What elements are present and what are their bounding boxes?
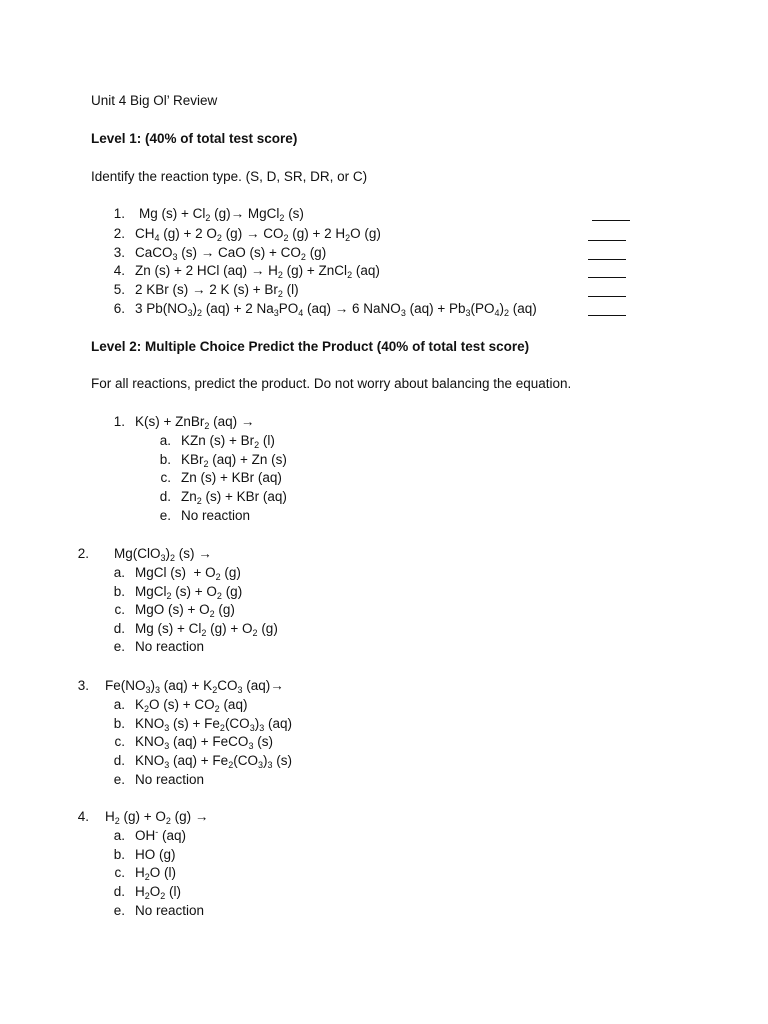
option-letter: a. (113, 565, 125, 580)
reaction-equation: Mg $(s) + Cl_2$ (g)→ MgCl$_2$ (s) (139, 206, 304, 223)
answer-blank (588, 301, 626, 316)
question-reaction: $H_2$ $(g) + O_2$ (g) → (105, 809, 209, 826)
option-text: MgO $(s) + O_2$ (g) (135, 602, 235, 619)
question-number: 3. (77, 678, 89, 693)
answer-blank (588, 226, 626, 241)
reaction-equation: $CH_4$ (g) + 2 $O_2$ $(g) \to CO_2$ (g) + 2 $H_2O$ (g) (135, 226, 381, 243)
option-letter: c. (114, 865, 125, 880)
question-reaction: $Fe(NO_3)_3$ $(aq) + K_2CO_3$ (aq)→ (105, 678, 284, 695)
option-text: Mg $(s) + Cl_2$ $(g) + O_2$ (g) (135, 621, 278, 638)
option-letter: a. (113, 828, 125, 843)
answer-blank (588, 245, 626, 260)
option-letter: e. (113, 639, 125, 654)
option-text: $K_2O$ $(s) + CO_2$ (aq) (135, 697, 248, 714)
reaction-equation: Zn (s) + 2 HCl $(aq) \to H_2$ (g) + ZnCl$_2$ (aq) (135, 263, 380, 280)
option-letter: e. (113, 903, 125, 918)
option-letter: e. (113, 772, 125, 787)
question-reaction: $Mg(ClO_3)_2$ (s) → (114, 546, 212, 563)
option-letter: d. (159, 489, 171, 504)
reaction-equation: 3 $Pb(NO_3)_2$ (aq) + 2 $Na_3PO_4$ (aq) → 6 NaNO$_3$ $(aq) + Pb_3(PO_4)_2$ (aq) (135, 301, 537, 318)
option-text: $KNO_3$ $(aq) + Fe_2(CO_3)_3$ (s) (135, 753, 292, 770)
reaction-equation: CaCO$_3$ (s) → CaO $(s) + CO_2$ (g) (135, 245, 327, 262)
option-letter: c. (114, 734, 125, 749)
question-number: 1. (113, 414, 125, 429)
option-text: No reaction (135, 772, 205, 787)
option-text: MgCl $(s) + O_2$ (g) (135, 565, 241, 582)
question-number: 4. (77, 809, 89, 824)
option-letter: c. (160, 470, 171, 485)
question-number: 2. (77, 546, 89, 561)
option-text: No reaction (135, 903, 205, 918)
document-title: Unit 4 Big Ol’ Review (91, 93, 218, 108)
level1-instruction: Identify the reaction type. (S, D, SR, DR, or C) (91, 169, 368, 184)
option-text: KZn $(s) + Br_2$ (l) (181, 433, 275, 450)
reaction-number: 2. (113, 226, 125, 241)
level2-instruction: For all reactions, predict the product. Do not worry about balancing the equation. (91, 376, 572, 391)
option-text: MgCl$_2$ $(s) + O_2$ (g) (135, 584, 243, 601)
option-letter: c. (114, 602, 125, 617)
option-text: $H_2O$ (l) (135, 865, 177, 882)
option-letter: b. (159, 452, 171, 467)
option-text: $KNO_3$ $(s) + Fe_2(CO_3)_3$ (aq) (135, 716, 292, 733)
answer-blank (592, 206, 630, 221)
option-text: $H_2O_2$ (l) (135, 884, 182, 901)
option-text: $KNO_3$ (aq) + FeCO$_3$ (s) (135, 734, 273, 751)
reaction-number: 4. (113, 263, 125, 278)
answer-blank (588, 282, 626, 297)
option-text: KBr$_2$ (aq) + Zn (s) (181, 452, 287, 469)
option-letter: d. (113, 753, 125, 768)
level2-heading: Level 2: Multiple Choice Predict the Product (40% of total test score) (91, 339, 530, 354)
reaction-equation: 2 KBr (s) → 2 K $(s) + Br_2$ (l) (135, 282, 299, 299)
option-letter: e. (159, 508, 171, 523)
option-text: No reaction (135, 639, 205, 654)
option-text: $Zn_2$ (s) + KBr (aq) (181, 489, 287, 506)
option-letter: b. (113, 847, 125, 862)
option-text: HO (g) (135, 847, 176, 862)
option-letter: a. (113, 697, 125, 712)
option-letter: b. (113, 584, 125, 599)
option-text: Zn (s) + KBr (aq) (181, 470, 282, 485)
option-letter: b. (113, 716, 125, 731)
reaction-number: 5. (113, 282, 125, 297)
reaction-number: 1. (113, 206, 125, 221)
option-text: OH- (aq) (135, 827, 187, 843)
option-letter: a. (159, 433, 171, 448)
reaction-number: 3. (113, 245, 125, 260)
option-text: No reaction (181, 508, 251, 523)
option-letter: d. (113, 621, 125, 636)
level1-heading: Level 1: (40% of total test score) (91, 131, 298, 146)
question-reaction: K(s) + ZnBr$_2$ (aq) → (135, 414, 255, 431)
reaction-number: 6. (113, 301, 125, 316)
option-letter: d. (113, 884, 125, 899)
answer-blank (588, 263, 626, 278)
